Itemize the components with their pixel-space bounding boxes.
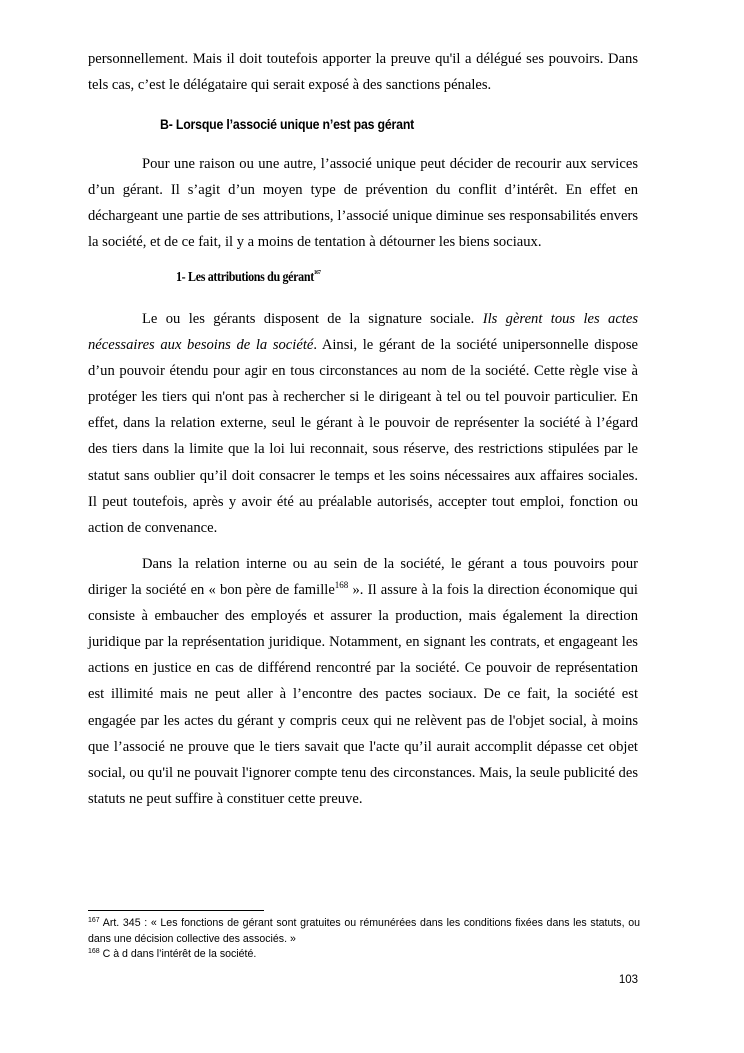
footnote-text: C à d dans l’intérêt de la société. xyxy=(99,948,257,960)
footnote-168 xyxy=(88,947,640,963)
paragraph-relation-interne xyxy=(88,551,638,812)
paragraph-text: Le ou les gérants disposent de la signature sociale. xyxy=(142,311,483,327)
footnote-167 xyxy=(88,916,640,947)
footnote-number: 168 xyxy=(88,948,100,955)
footnote-ref-168: 168 xyxy=(334,580,349,591)
paragraph-continuation: personnellement. Mais il doit toutefois apporter la preuve qu'il a délégué ses pouvoirs. Dans tels cas, c’est le délégataire qui serait exposé à des sanctions pénales. xyxy=(88,51,638,94)
footnote-separator xyxy=(88,910,264,911)
italic-quote: Ils gèrent tous les actes nécessaires aux besoins de la société xyxy=(88,311,639,354)
paragraph-text: ». Il assure à la fois la direction économique qui consiste à embaucher des employés et assurer la production, mais également la direction juridique par la représentation juridique. Notamment, en signant les contrats, et engageant les actions en justice en cas de différend rencontré par la société. Ce pouvoir de représentation est illimité mais ne peut aller à l’encontre des pactes sociaux. De ce fait, la société est engagée par les actes du gérant y compris ceux qui ne relèvent pas de l'objet social, à moins que l’associé ne prouve que le tiers savait que l'acte qu’il aurait accomplit dépasse cet objet social, ou qu'il ne pouvait l'ignorer compte tenu des circonstances. Mais, la seule publicité des statuts ne peut suffire à constituer cette preuve. xyxy=(88,582,638,807)
section-heading-b: B- Lorsque l’associé unique n’est pas gérant xyxy=(160,117,415,132)
subsection-heading-1 xyxy=(176,270,321,286)
page-number: 103 xyxy=(618,974,638,986)
paragraph-text: Dans la relation interne ou au sein de la société, le gérant a tous pouvoirs pour diriger la société en « bon père de famille xyxy=(88,556,638,599)
footnote-ref-167: 167 xyxy=(313,270,321,276)
footnote-text: Art. 345 : « Les fonctions de gérant sont gratuites ou rémunérées dans les conditions fixées dans les statuts, ou dans une décision collective des associés. » xyxy=(88,917,640,945)
paragraph-gerant-intro: Pour une raison ou une autre, l’associé unique peut décider de recourir aux services d’un gérant. Il s’agit d’un moyen type de prévention du conflit d’intérêt. En effet en déchargeant une partie de ses attributions, l’associé unique diminue ses responsabilités envers la société, et de ce fait, il y a moins de tentation à détourner les biens sociaux. xyxy=(88,156,638,251)
footnote-number: 167 xyxy=(88,917,100,924)
subsection-heading-text: 1- Les attributions du gérant xyxy=(176,270,314,285)
paragraph-text: . Ainsi, le gérant de la société unipersonnelle dispose d’un pouvoir étendu pour agir en tous circonstances au nom de la société. Cette règle vise à protéger les tiers qui n'ont pas à rechercher si le dirigeant à tel ou tel pouvoir particulier. En effet, dans la relation externe, seul le gérant à le pouvoir de représenter la société à l’égard des tiers dans la limite que la loi lui reconnait, sous réserve, des restrictions stipulées par le statut sans oublier qu’il doit consacrer le temps et les soins nécessaires aux affaires sociales. Il peut toutefois, après y avoir été au préalable autorisés, accepter tout emploi, fonction ou action de convenance. xyxy=(88,337,638,536)
paragraph-signature-sociale xyxy=(88,306,638,541)
